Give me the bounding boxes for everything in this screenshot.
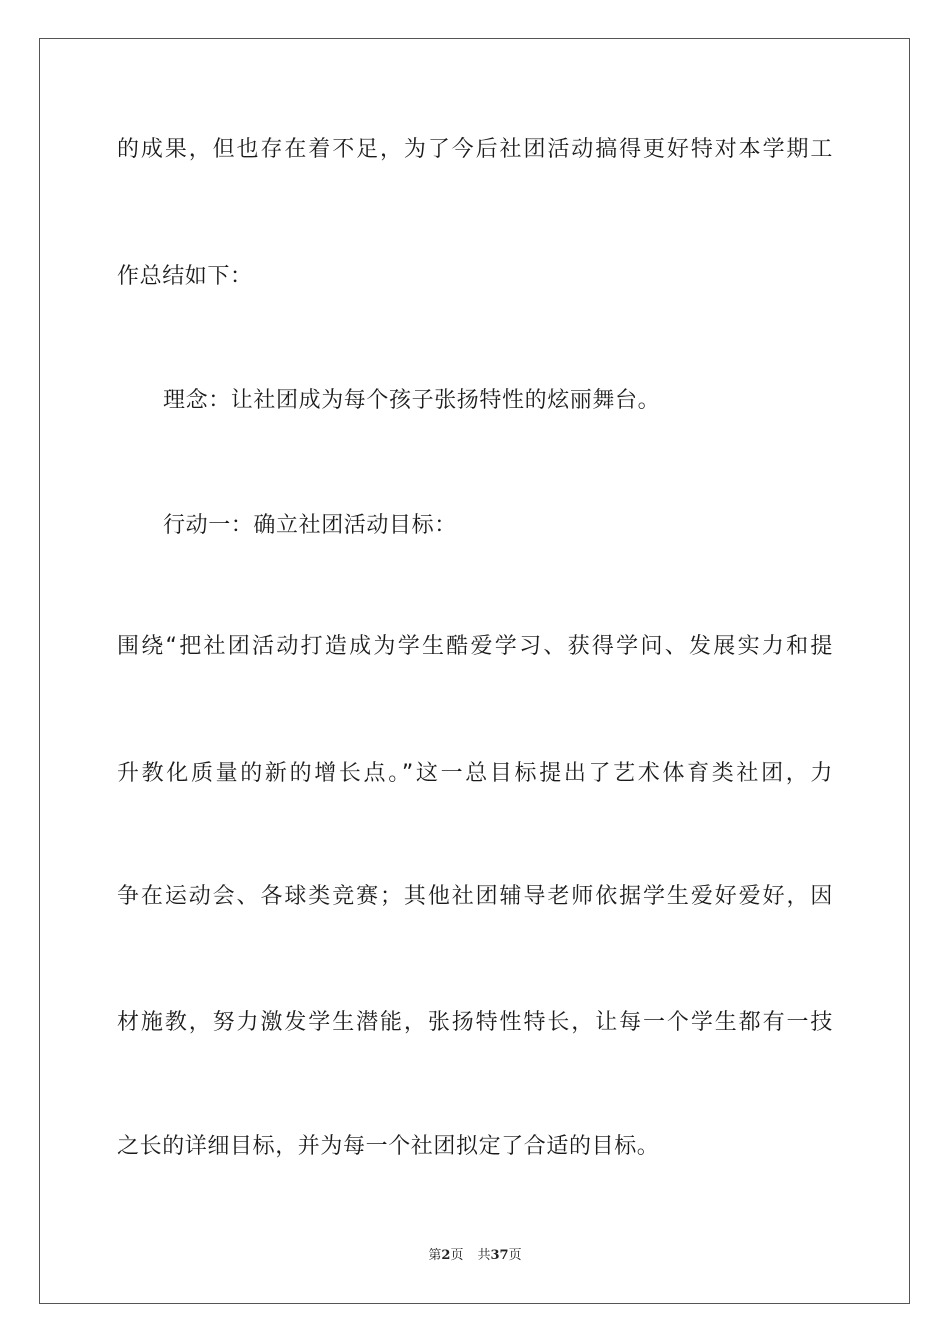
page-footer (0, 1247, 950, 1265)
body-line-6: 升教化质量的新的增长点。”这一总目标提出了艺术体育类社团，力 (117, 761, 833, 786)
footer-page-prefix: 第 (428, 1248, 442, 1263)
body-line-7: 争在运动会、各球类竞赛；其他社团辅导老师依据学生爱好爱好，因 (117, 884, 833, 909)
footer-page-suffix: 页 (450, 1248, 464, 1263)
body-line-1: 的成果，但也存在着不足，为了今后社团活动搞得更好特对本学期工 (117, 137, 833, 162)
footer-page-total: 37 (490, 1248, 509, 1263)
body-line-5: 围绕“把社团活动打造成为学生酷爱学习、获得学问、发展实力和提 (117, 634, 833, 659)
body-line-3: 理念：让社团成为每个孩子张扬特性的炫丽舞台。 (163, 388, 661, 413)
footer-page-current: 2 (441, 1248, 451, 1263)
footer-total-suffix: 页 (508, 1248, 522, 1263)
body-line-4: 行动一：确立社团活动目标： (163, 513, 457, 538)
body-line-9: 之长的详细目标，并为每一个社团拟定了合适的目标。 (117, 1134, 660, 1159)
footer-total-prefix: 共 (477, 1248, 491, 1263)
body-line-8: 材施教，努力激发学生潜能，张扬特性特长，让每一个学生都有一技 (117, 1010, 833, 1035)
page-frame (39, 38, 910, 1304)
body-line-2: 作总结如下： (117, 264, 253, 289)
